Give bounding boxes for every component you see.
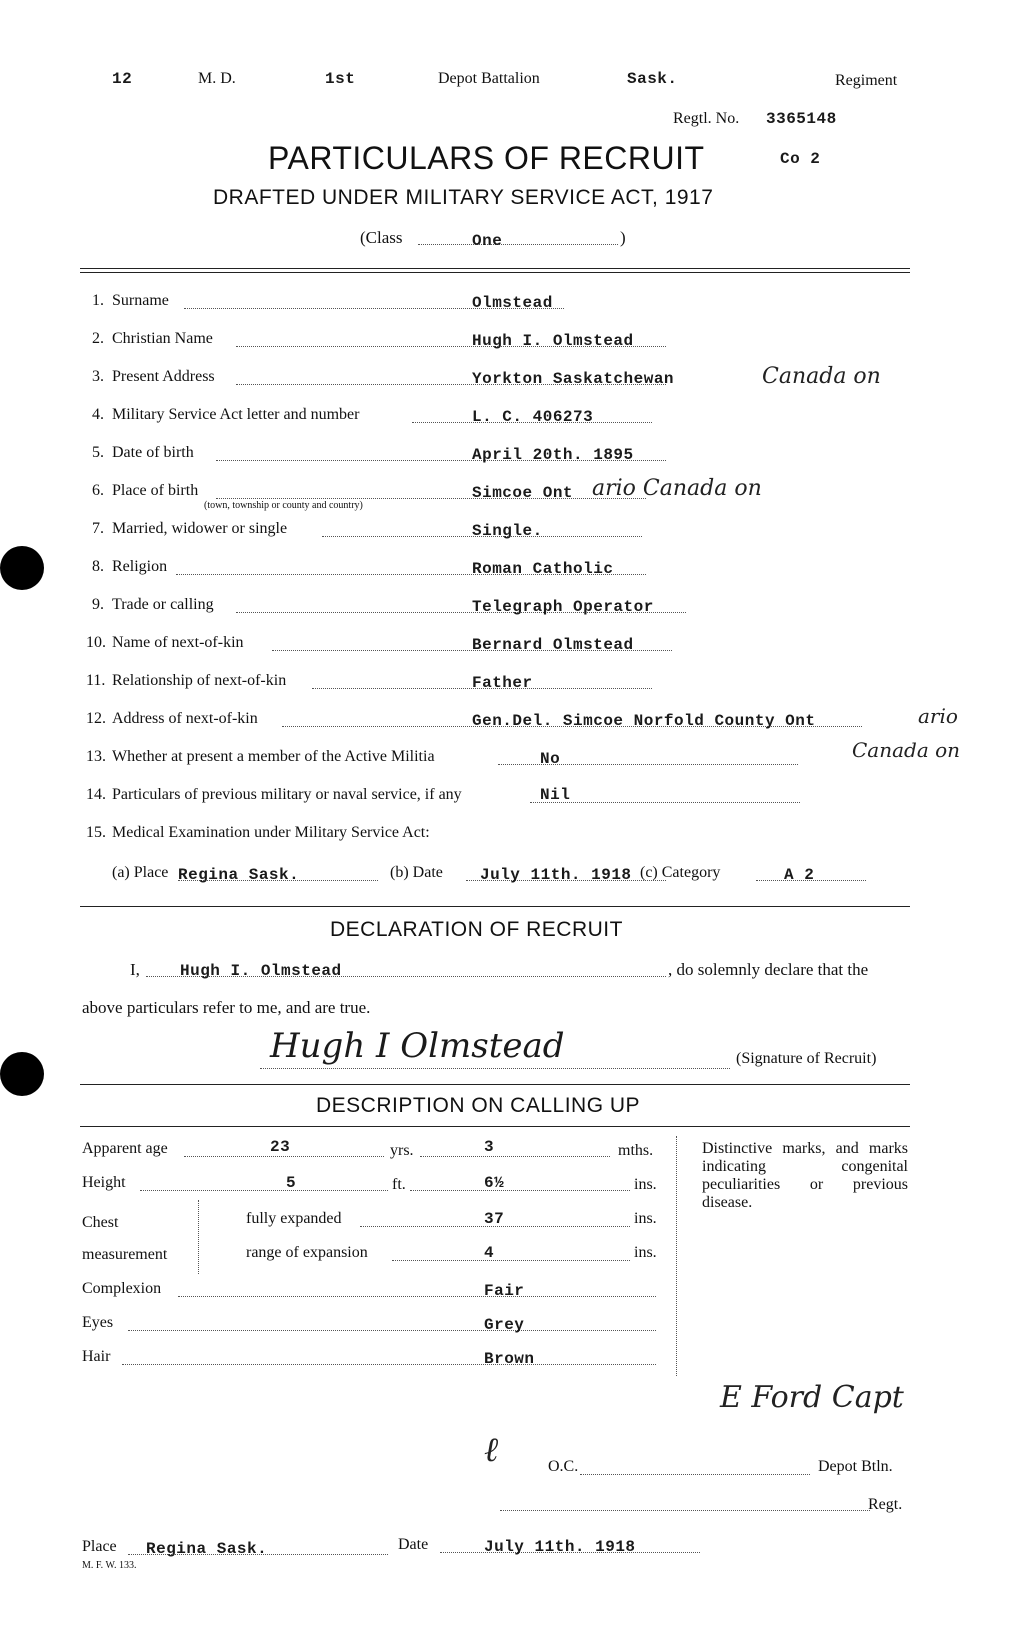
medical-category-value: A 2	[784, 866, 815, 884]
oc-label: O.C.	[548, 1458, 579, 1475]
distinctive-marks-text: Distinctive marks, and marks indicating congenital peculiarities or previous disease.	[702, 1140, 908, 1211]
field-num: 10.	[86, 634, 106, 651]
depot-number: 1st	[325, 70, 356, 88]
field-label: Trade or calling	[112, 596, 214, 613]
footer-place-value: Regina Sask.	[146, 1540, 268, 1558]
chest-label-2: measurement	[82, 1246, 168, 1263]
field-value-relationship: Father	[472, 674, 533, 692]
field-label: Address of next-of-kin	[112, 710, 258, 727]
field-value-address: Yorkton Saskatchewan	[472, 370, 675, 388]
medical-place-label: (a) Place	[112, 864, 169, 881]
regtl-number: 3365148	[766, 110, 837, 128]
height-label: Height	[82, 1174, 126, 1191]
declaration-name: Hugh I. Olmstead	[180, 962, 342, 980]
fully-expanded-value: 37	[484, 1210, 505, 1228]
declaration-text-2: above particulars refer to me, and are true.	[82, 998, 371, 1017]
height-ft: 5	[286, 1174, 297, 1192]
fully-expanded-label: fully expanded	[246, 1210, 342, 1227]
regtl-label: Regtl. No.	[673, 110, 740, 127]
field-annotation-address: Canada on	[762, 364, 881, 389]
field-num: 11.	[86, 672, 106, 689]
ins-label: ins.	[634, 1210, 657, 1227]
chest-label-1: Chest	[82, 1214, 119, 1231]
depot-label: Depot Battalion	[438, 70, 540, 87]
ins-label: ins.	[634, 1176, 657, 1193]
yrs-label: yrs.	[390, 1142, 414, 1159]
field-label: Christian Name	[112, 330, 213, 347]
field-annotation-militia: Canada on	[852, 738, 961, 762]
field-value-birthplace: Simcoe Ont	[472, 484, 574, 502]
field-value-msa-number: L. C. 406273	[472, 408, 594, 426]
officer-signature: E Ford Capt	[720, 1380, 904, 1415]
form-subtitle: DRAFTED UNDER MILITARY SERVICE ACT, 1917	[213, 186, 714, 209]
eyes-label: Eyes	[82, 1314, 114, 1331]
field-num: 9.	[92, 596, 104, 613]
field-value-militia: No	[540, 750, 561, 768]
field-value-marital: Single.	[472, 522, 543, 540]
field-num: 2.	[92, 330, 104, 347]
field-sublabel: (town, township or county and country)	[204, 500, 363, 511]
complexion-label: Complexion	[82, 1280, 162, 1297]
class-close: )	[620, 228, 626, 247]
range-expansion-label: range of expansion	[246, 1244, 368, 1261]
ins-label: ins.	[634, 1244, 657, 1261]
declaration-text-1: , do solemnly declare that the	[668, 960, 869, 979]
field-num: 5.	[92, 444, 104, 461]
regiment-label: Regiment	[835, 72, 898, 89]
description-heading: DESCRIPTION ON CALLING UP	[316, 1094, 641, 1117]
field-value-religion: Roman Catholic	[472, 560, 614, 578]
medical-date-label: (b) Date	[390, 864, 443, 881]
footer-date-label: Date	[398, 1536, 429, 1553]
punch-hole-top	[0, 546, 44, 590]
medical-date-value: July 11th. 1918	[480, 866, 632, 884]
depot-btln-label: Depot Btln.	[818, 1458, 893, 1475]
field-label: Religion	[112, 558, 168, 575]
field-label: Whether at present a member of the Active Militia	[112, 748, 435, 765]
field-num: 7.	[92, 520, 104, 537]
age-years: 23	[270, 1138, 291, 1156]
field-num: 12.	[86, 710, 106, 727]
age-label: Apparent age	[82, 1140, 168, 1157]
company-number: Co 2	[780, 150, 821, 168]
field-value-christian-name: Hugh I. Olmstead	[472, 332, 634, 350]
field-value-birthdate: April 20th. 1895	[472, 446, 634, 464]
mths-label: mths.	[618, 1142, 654, 1159]
footer-place-label: Place	[82, 1538, 117, 1555]
class-value: One	[472, 232, 503, 250]
field-label: Medical Examination under Military Service Act:	[112, 824, 430, 841]
field-value-previous-service: Nil	[540, 786, 571, 804]
footer-date-value: July 11th. 1918	[484, 1538, 636, 1556]
field-value-trade: Telegraph Operator	[472, 598, 654, 616]
field-label: Particulars of previous military or naval service, if any	[112, 786, 462, 803]
field-label: Surname	[112, 292, 169, 309]
field-label: Date of birth	[112, 444, 194, 461]
field-num: 6.	[92, 482, 104, 499]
signature-label: (Signature of Recruit)	[736, 1050, 877, 1067]
range-expansion-value: 4	[484, 1244, 495, 1262]
recruit-signature: Hugh I Olmstead	[270, 1026, 565, 1066]
field-num: 4.	[92, 406, 104, 423]
regiment-value: Sask.	[627, 70, 678, 88]
regt-label: Regt.	[868, 1496, 903, 1513]
medical-category-label: (c) Category	[640, 864, 721, 881]
age-months: 3	[484, 1138, 495, 1156]
complexion-value: Fair	[484, 1282, 525, 1300]
field-value-next-of-kin: Bernard Olmstead	[472, 636, 634, 654]
field-label: Relationship of next-of-kin	[112, 672, 287, 689]
class-open: (Class	[360, 228, 403, 247]
field-num: 13.	[86, 748, 106, 765]
field-annotation-birthplace: ario Canada on	[592, 476, 762, 501]
field-num: 3.	[92, 368, 104, 385]
hair-value: Brown	[484, 1350, 535, 1368]
field-label: Name of next-of-kin	[112, 634, 244, 651]
medical-place-value: Regina Sask.	[178, 866, 300, 884]
field-annotation-kin-address: ario	[918, 704, 958, 728]
form-number: M. F. W. 133.	[82, 1560, 137, 1571]
form-title: PARTICULARS OF RECRUIT	[268, 140, 705, 176]
field-label: Military Service Act letter and number	[112, 406, 360, 423]
declaration-heading: DECLARATION OF RECRUIT	[330, 918, 623, 941]
md-number: 12	[112, 70, 133, 88]
field-num: 14.	[86, 786, 106, 803]
md-label: M. D.	[198, 70, 236, 87]
hair-label: Hair	[82, 1348, 111, 1365]
field-label: Present Address	[112, 368, 215, 385]
field-label: Married, widower or single	[112, 520, 288, 537]
oc-scribble: ℓ	[484, 1430, 499, 1470]
field-num: 1.	[92, 292, 104, 309]
declaration-i: I,	[130, 960, 140, 979]
ft-label: ft.	[392, 1176, 406, 1193]
eyes-value: Grey	[484, 1316, 525, 1334]
field-num: 15.	[86, 824, 106, 841]
height-ins: 6½	[484, 1174, 505, 1192]
field-label: Place of birth	[112, 482, 199, 499]
field-value-surname: Olmstead	[472, 294, 553, 312]
punch-hole-bottom	[0, 1052, 44, 1096]
field-num: 8.	[92, 558, 104, 575]
field-value-kin-address: Gen.Del. Simcoe Norfold County Ont	[472, 712, 816, 730]
